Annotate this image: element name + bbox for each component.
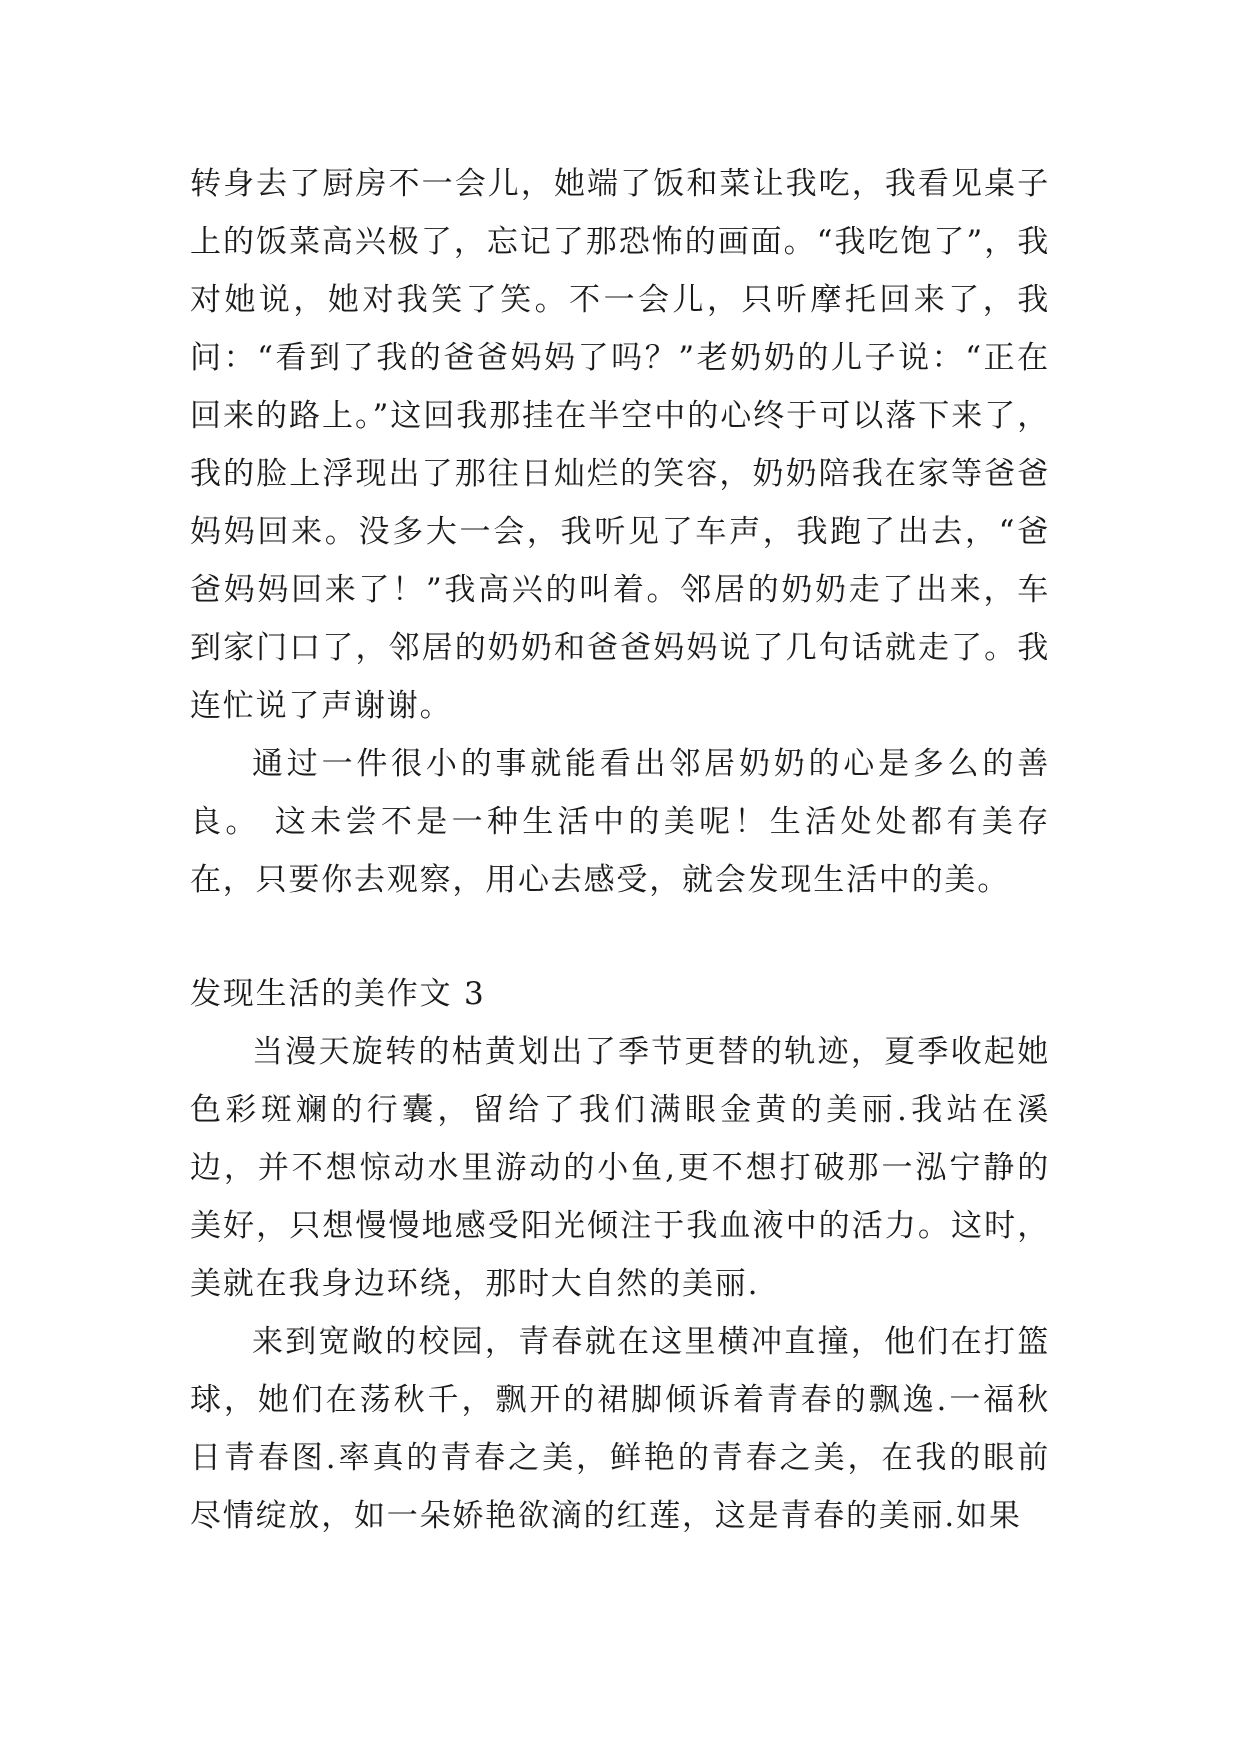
section-title: 发现生活的美作文 3 — [190, 976, 486, 1012]
paragraph-conclusion: 通过一件很小的事就能看出邻居奶奶的心是多么的善良。 这未尝不是一种生活中的美呢！生活处处都有美存在，只要你去观察，用心去感受，就会发现生活中的美。 — [190, 746, 1050, 898]
paragraph-continued: 转身去了厨房不一会儿，她端了饭和菜让我吃，我看见桌子上的饭菜高兴极了，忘记了那恐怖的画面。“我吃饱了”，我对她说，她对我笑了笑。不一会儿，只听摩托回来了，我问：“看到了我的爸爸妈妈了吗？”老奶奶的儿子说：“正在回来的路上。”这回我那挂在半空中的心终于可以落下来了，我的脸上浮现出了那往日灿烂的笑容，奶奶陪我在家等爸爸妈妈回来。没多大一会，我听见了车声，我跑了出去，“爸爸妈妈回来了！”我高兴的叫着。邻居的奶奶走了出来，车到家门口了，邻居的奶奶和爸爸妈妈说了几句话就走了。我连忙说了声谢谢。 — [190, 166, 1050, 724]
paragraph-autumn: 当漫天旋转的枯黄划出了季节更替的轨迹，夏季收起她色彩斑斓的行囊，留给了我们满眼金黄的美丽.我站在溪边，并不想惊动水里游动的小鱼,更不想打破那一泓宁静的美好，只想慢慢地感受阳光倾注于我血液中的活力。这时，美就在我身边环绕，那时大自然的美丽. — [190, 1034, 1050, 1302]
document-body — [190, 155, 1050, 1545]
paragraph-campus: 来到宽敞的校园，青春就在这里横冲直撞，他们在打篮球，她们在荡秋千，飘开的裙脚倾诉着青春的飘逸.一福秋日青春图.率真的青春之美，鲜艳的青春之美，在我的眼前尽情绽放，如一朵娇艳欲滴的红莲，这是青春的美丽.如果 — [190, 1324, 1050, 1534]
